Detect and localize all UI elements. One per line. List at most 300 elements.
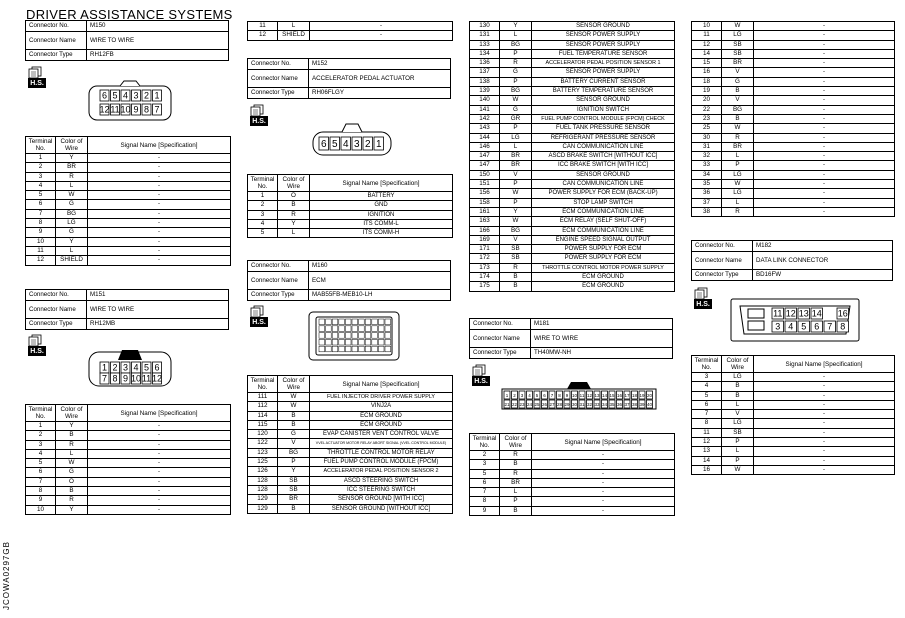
table-row [470,59,675,68]
wire-color: SB [500,254,532,263]
wire-color: BR [500,152,532,161]
table-row [26,191,231,200]
terminal-number: 2 [26,431,56,440]
connector-no: M151 [87,290,229,301]
signal-name: - [88,477,231,486]
wire-color: P [500,180,532,189]
table-row [470,497,675,506]
table-row [26,477,231,486]
connector-pin [352,326,358,332]
connector-pin [319,333,325,339]
terminal-number: 8 [26,219,56,228]
wire-color: G [56,228,88,237]
terminal-no-header: Terminal No. [248,175,278,192]
connector-type: TH40MW-NH [531,348,673,359]
hs-label: H.S. [252,118,266,125]
terminal-number: 32 [692,152,722,161]
table-row [692,428,895,437]
terminal-number: 142 [470,114,500,123]
hs-label: H.S. [30,80,44,87]
pin-number: 40 [646,402,653,408]
signal-name: ACCELERATOR PEDAL POSITION SENSOR 2 [310,467,453,476]
terminal-number: 7 [692,410,722,419]
connector-pin [359,333,365,339]
connector-type: MAB55FB-MEB10-LH [309,290,451,301]
table-row [692,49,895,58]
table-row [470,282,675,291]
connector-pin [365,326,371,332]
signal-name: SENSOR GROUND [532,170,675,179]
pin-number: 21 [504,402,510,408]
table-row [470,451,675,460]
wire-color: B [278,420,310,429]
table-row [692,105,895,114]
table-row [470,68,675,77]
signal-name: ECM COMMUNICATION LINE [532,207,675,216]
signal-name: - [310,22,453,31]
connector-face-m181 [501,382,657,415]
signal-name: - [754,456,895,465]
pin-number: 11 [110,104,120,115]
label-connector-name: Connector Name [470,330,531,348]
terminal-number: 4 [248,219,278,228]
wire-color: W [722,124,754,133]
signal-name: ENGINE SPEED SIGNAL OUTPUT [532,235,675,244]
table-row [470,161,675,170]
table-row [692,133,895,142]
signal-name: - [532,451,675,460]
pin-number: 11 [773,308,783,319]
connector-info-m182 [691,240,893,281]
terminal-number: 18 [692,77,722,86]
terminal-no-header: Terminal No. [26,137,56,154]
table-row [692,77,895,86]
table-row [692,373,895,382]
wire-color-header: Color of Wire [56,137,88,154]
connector-name: WIRE TO WIRE [531,330,673,348]
signal-name: ITS COMM-L [310,219,453,228]
terminal-number: 147 [470,152,500,161]
table-row [692,391,895,400]
connector-pin [378,319,384,325]
connector-type: RH06FLGY [309,88,451,99]
terminal-number: 12 [26,256,56,265]
table-row [692,87,895,96]
signal-name: - [754,77,895,86]
table-row [26,163,231,172]
label-connector-name: Connector Name [248,272,309,290]
connector-pin [385,326,391,332]
signal-name: - [88,209,231,218]
terminal-number: 38 [692,207,722,216]
signal-name-header: Signal Name [Specification] [532,434,675,451]
signal-name: - [532,460,675,469]
signal-name: FUEL TANK PRESSURE SENSOR [532,124,675,133]
terminal-number: 6 [26,200,56,209]
connector-name: WIRE TO WIRE [87,301,229,319]
terminal-number: 4 [26,181,56,190]
connector-name: ACCELERATOR PEDAL ACTUATOR [309,70,451,88]
table-row [470,77,675,86]
connector-pin [326,333,332,339]
pin-number: 8 [558,393,561,399]
signal-name: - [754,391,895,400]
signal-name: ASCD STEERING SWITCH [310,476,453,485]
wire-color: Y [56,505,88,514]
label-connector-type: Connector Type [26,50,87,61]
wire-color: R [56,440,88,449]
table-row [692,465,895,474]
table-row [470,235,675,244]
connector-pin [332,333,338,339]
terminal-number: 131 [470,31,500,40]
table-row [248,22,453,31]
pin-number: 9 [122,373,129,384]
terminal-table-m152 [247,174,453,238]
wire-color: P [500,497,532,506]
signal-name: - [754,133,895,142]
terminal-number: 7 [26,209,56,218]
table-row [470,87,675,96]
wire-color: BR [500,478,532,487]
connector-pin [372,333,378,339]
signal-name: - [88,422,231,431]
wire-color: Y [278,219,310,228]
terminal-number: 2 [248,201,278,210]
wire-color: BR [722,142,754,151]
wire-color: R [722,133,754,142]
connector-pin [326,339,332,345]
signal-name: - [754,189,895,198]
connector-pin [385,346,391,352]
pin-number: 36 [616,402,623,408]
terminal-number: 20 [692,96,722,105]
label-connector-no: Connector No. [692,241,753,252]
connector-pin [332,346,338,352]
figure-code: JCOWA0297GB [2,541,11,610]
hs-icon [27,66,47,88]
table-row [470,133,675,142]
signal-name: - [754,114,895,123]
wire-color: Y [500,207,532,216]
terminal-number: 125 [248,458,278,467]
connector-name: DATA LINK CONNECTOR [753,252,893,270]
wire-color: P [722,456,754,465]
wire-color: V [278,439,310,448]
connector-pin [378,339,384,345]
pin-number: 5 [801,321,807,332]
table-row [26,200,231,209]
signal-name: - [88,191,231,200]
pin-number: 33 [594,402,600,408]
connector-pin [319,346,325,352]
table-row [26,449,231,458]
signal-name: STOP LAMP SWITCH [532,198,675,207]
connector-pin [352,339,358,345]
pin-number: 3 [520,393,524,399]
table-row [470,506,675,515]
signal-name-header: Signal Name [Specification] [310,376,453,393]
pin-number: 12 [785,308,796,319]
terminal-table-m151 [25,404,231,515]
terminal-number: 7 [470,488,500,497]
table-row [692,438,895,447]
terminal-number: 6 [26,468,56,477]
label-connector-type: Connector Type [26,319,87,330]
connector-pin [339,339,345,345]
wire-color: V [500,170,532,179]
label-connector-no: Connector No. [248,261,309,272]
terminal-number: 150 [470,170,500,179]
pin-number: 1 [154,90,160,101]
connector-pin [365,339,371,345]
signal-name: - [88,163,231,172]
terminal-number: 163 [470,217,500,226]
connector-pin [345,346,351,352]
terminal-number: 3 [26,172,56,181]
wire-color: O [278,192,310,201]
signal-name: VVEL ACTUATOR MOTOR RELAY ABORT SIGNAL (VVEL CONTROL MODULE) [310,439,453,448]
signal-name: - [754,428,895,437]
pin-number: 27 [549,402,555,408]
terminal-number: 156 [470,189,500,198]
hs-label: H.S. [252,319,266,326]
table-row [470,254,675,263]
signal-name: - [754,22,895,31]
table-row [470,198,675,207]
pin-number: 12 [151,373,163,384]
wire-color: P [278,458,310,467]
connector-pin [345,339,351,345]
table-row [470,460,675,469]
wire-color: B [500,506,532,515]
table-row [470,152,675,161]
table-row [248,219,453,228]
pin-number: 4 [788,321,794,332]
pin-number: 6 [154,362,160,373]
table-row [26,246,231,255]
signal-name: - [754,59,895,68]
signal-name: POWER SUPPLY FOR ECM [532,245,675,254]
table-row [692,189,895,198]
wire-color: V [722,96,754,105]
terminal-number: 1 [26,154,56,163]
terminal-number: 166 [470,226,500,235]
table-row [248,485,453,494]
signal-name: - [88,440,231,449]
terminal-number: 33 [692,161,722,170]
terminal-number: 169 [470,235,500,244]
wire-color: G [722,77,754,86]
connector-pin [345,333,351,339]
connector-pin [385,339,391,345]
wire-color: L [56,246,88,255]
pin-number: 7 [154,104,160,115]
terminal-number: 128 [248,485,278,494]
terminal-number: 23 [692,114,722,123]
signal-name: IGNITION [310,210,453,219]
wire-color: W [722,22,754,31]
connector-pin [359,346,365,352]
pin-number: 10 [120,104,131,115]
wire-color: BG [500,226,532,235]
connector-no: M181 [531,319,673,330]
signal-name: - [754,410,895,419]
connector-pin [339,326,345,332]
wire-color: B [278,504,310,513]
terminal-number: 19 [692,87,722,96]
wire-color: BR [278,495,310,504]
terminal-number: 11 [248,22,278,31]
terminal-table-m181-cont [691,21,895,217]
connector-face-m160 [308,311,400,366]
terminal-number: 10 [26,237,56,246]
wire-color: W [278,402,310,411]
connector-no: M182 [753,241,893,252]
pin-number: 3 [133,90,139,101]
wire-color-header: Color of Wire [278,376,310,393]
terminal-number: 3 [26,440,56,449]
terminal-number: 2 [470,451,500,460]
connector-pin [345,326,351,332]
pin-number: 14 [601,393,608,399]
signal-name: - [88,505,231,514]
wire-color: W [500,217,532,226]
signal-name: - [754,40,895,49]
pin-number: 18 [631,393,638,399]
wire-color: LG [722,189,754,198]
signal-name: BATTERY [310,192,453,201]
label-connector-type: Connector Type [248,88,309,99]
connector-name: WIRE TO WIRE [87,32,229,50]
terminal-number: 5 [248,229,278,238]
signal-name: POWER SUPPLY FOR ECM (BACK-UP) [532,189,675,198]
wire-color: W [56,459,88,468]
wire-color: V [722,68,754,77]
pin-number: 17 [624,393,630,399]
pin-number: 5 [331,139,338,151]
pin-number: 16 [837,308,848,319]
pin-number: 4 [528,393,531,399]
wire-color: LG [722,373,754,382]
table-row [26,228,231,237]
pin-number: 23 [519,402,525,408]
wire-color: R [500,469,532,478]
pin-number: 7 [101,373,108,384]
terminal-number: 25 [692,124,722,133]
terminal-number: 129 [248,504,278,513]
terminal-number: 31 [692,142,722,151]
pin-number: 1 [505,393,509,399]
connector-pin [378,333,384,339]
label-connector-name: Connector Name [26,32,87,50]
terminal-number: 37 [692,198,722,207]
connector-face-m152 [312,122,392,161]
signal-name: SENSOR GROUND [532,96,675,105]
terminal-number: 8 [26,487,56,496]
table-row [692,152,895,161]
label-connector-type: Connector Type [692,270,753,281]
wire-color: L [500,142,532,151]
table-row [692,170,895,179]
pin-number: 4 [342,139,349,151]
terminal-number: 122 [248,439,278,448]
pin-number: 12 [99,104,110,115]
signal-name: SENSOR GROUND [WITHOUT ICC] [310,504,453,513]
signal-name: FUEL INJECTOR DRIVER POWER SUPPLY [310,393,453,402]
signal-name: - [88,181,231,190]
table-row [26,440,231,449]
pin-number: 4 [122,90,129,101]
table-row [692,447,895,456]
wire-color: W [500,189,532,198]
signal-name: - [754,180,895,189]
terminal-number: 111 [248,393,278,402]
connector-info-m152 [247,58,451,99]
wire-color: Y [278,467,310,476]
wire-color: G [56,200,88,209]
wire-color: BG [278,448,310,457]
pin-number: 30 [571,402,578,408]
connector-info-m151 [25,289,229,330]
terminal-number: 134 [470,49,500,58]
wire-color: R [500,451,532,460]
table-row [470,49,675,58]
table-row [692,142,895,151]
wire-color: L [722,400,754,409]
connector-pin [326,319,332,325]
table-row [470,273,675,282]
terminal-number: 143 [470,124,500,133]
table-row [26,154,231,163]
pin-number: 2 [143,90,150,101]
terminal-number: 128 [248,476,278,485]
signal-name: - [532,497,675,506]
pin-number: 39 [639,402,645,408]
table-row [248,430,453,439]
signal-name: - [754,31,895,40]
connector-pin [339,346,345,352]
wire-color: GR [500,114,532,123]
wire-color: BG [500,87,532,96]
signal-name: - [754,68,895,77]
table-row [470,263,675,272]
signal-name: REFRIGERANT PRESSURE SENSOR [532,133,675,142]
connector-name: ECM [309,272,451,290]
connector-pin [385,319,391,325]
wire-color: R [56,172,88,181]
table-row [470,469,675,478]
pin-number: 14 [811,308,822,319]
wire-color: L [56,449,88,458]
pin-number: 15 [609,393,615,399]
signal-name: IGNITION SWITCH [532,105,675,114]
signal-name: - [754,161,895,170]
wire-color: G [500,105,532,114]
terminal-number: 11 [692,428,722,437]
signal-name: GND [310,201,453,210]
signal-name: - [532,488,675,497]
connector-pin [352,319,358,325]
connector-no: M150 [87,21,229,32]
table-row [248,31,453,40]
signal-name: VINJ2A [310,402,453,411]
pin-number: 2 [112,362,118,373]
table-row [248,411,453,420]
wire-color: G [500,68,532,77]
table-row [692,22,895,31]
table-row [26,431,231,440]
